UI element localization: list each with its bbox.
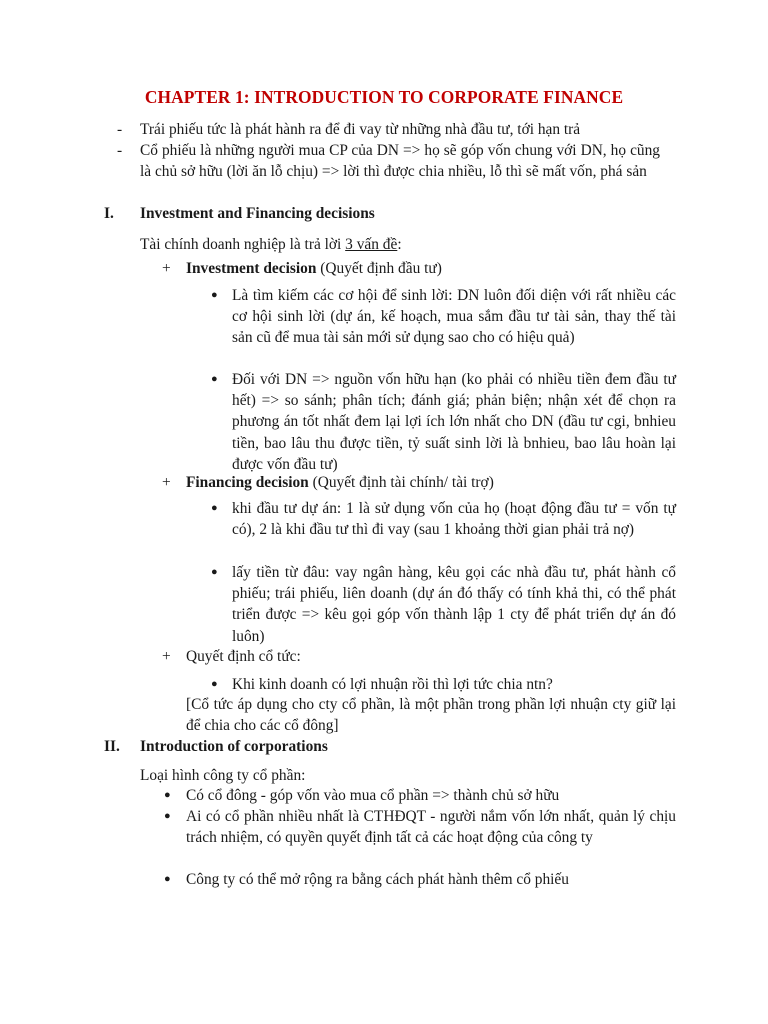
- dash-marker: -: [117, 121, 123, 138]
- bullet-marker: ●: [211, 678, 218, 690]
- investment-decision-label: Investment decision: [186, 260, 317, 277]
- corporation-bullet: Công ty có thể mở rộng ra bằng cách phát hành thêm cổ phiếu: [186, 871, 569, 888]
- dividend-decision-heading: Quyết định cổ tức:: [186, 648, 301, 665]
- bullet-marker: ●: [164, 789, 171, 801]
- intro-item-bonds: Trái phiếu tức là phát hành ra để đi vay từ những nhà đầu tư, tới hạn trả: [140, 121, 581, 138]
- section-lead: Loại hình công ty cổ phần:: [140, 767, 306, 784]
- section-heading: Investment and Financing decisions: [140, 205, 375, 222]
- chapter-title: CHAPTER 1: INTRODUCTION TO CORPORATE FINANCE: [144, 87, 624, 107]
- dash-marker: -: [117, 142, 123, 159]
- section-lead: [140, 234, 402, 255]
- lead-text: Tài chính doanh nghiệp là trả lời: [140, 236, 346, 253]
- corporation-bullet: Có cổ đông - góp vốn vào mua cổ phần => thành chủ sở hữu: [186, 787, 560, 804]
- bullet-marker: ●: [211, 373, 218, 385]
- plus-marker: +: [162, 260, 171, 277]
- financing-bullet: khi đầu tư dự án: 1 là sử dụng vốn của họ (hoạt động đầu tư = vốn tự có), 2 là khi đầu tư thì đi vay (sau 1 khoảng thời gian phải trả nợ): [232, 500, 676, 539]
- section-numeral: I.: [104, 205, 114, 222]
- corporation-bullet: Ai có cổ phần nhiều nhất là CTHĐQT - người nắm vốn lớn nhất, quản lý chịu trách nhiệm, có quyền quyết định tất cả các hoạt động của công ty: [186, 808, 676, 847]
- bullet-marker: ●: [211, 289, 218, 301]
- plus-marker: +: [162, 648, 171, 665]
- bullet-marker: ●: [211, 566, 218, 578]
- intro-item-shares: Cổ phiếu là những người mua CP của DN => họ sẽ góp vốn chung với DN, họ cũng là chủ sở hữu (lời ăn lỗ chịu) => lời thì được chia nhiều, lỗ thì sẽ mất vốn, phá sản: [140, 142, 660, 181]
- section-numeral: II.: [104, 738, 120, 755]
- financing-bullet: lấy tiền từ đâu: vay ngân hàng, kêu gọi các nhà đầu tư, phát hành cổ phiếu; trái phiếu, liên doanh (dự án đó thấy có tính khả thi, có thể phát triển được => kêu gọi góp vốn thành lập 1 cty để phát triển dự án đó luôn): [232, 564, 676, 645]
- bullet-marker: ●: [164, 873, 171, 885]
- investment-decision-label-rest: (Quyết định đầu tư): [316, 260, 442, 277]
- plus-marker: +: [162, 474, 171, 491]
- financing-decision-label-rest: (Quyết định tài chính/ tài trợ): [308, 474, 494, 491]
- bullet-marker: ●: [211, 502, 218, 514]
- dividend-note: [Cổ tức áp dụng cho cty cổ phần, là một phần trong phần lợi nhuận cty giữ lại để chia cho các cổ đông]: [186, 696, 676, 735]
- lead-end: :: [397, 236, 402, 253]
- bullet-marker: ●: [164, 810, 171, 822]
- financing-decision-label: Financing decision: [186, 474, 309, 491]
- lead-underlined: 3 vấn đề: [345, 236, 398, 253]
- investment-bullet: Là tìm kiếm các cơ hội để sinh lời: DN luôn đối diện với rất nhiều các cơ hội sinh lời (dự án, kế hoạch, mua sắm đầu tư tài sản, thay thế tài sản cũ để mua tài sản mới sử dụng sao cho có hiệu quả): [232, 287, 676, 347]
- dividend-bullet: Khi kinh doanh có lợi nhuận rồi thì lợi tức chia ntn?: [232, 676, 553, 693]
- investment-decision-heading: [186, 258, 442, 279]
- financing-decision-heading: [186, 472, 494, 493]
- investment-bullet: Đối với DN => nguồn vốn hữu hạn (ko phải có nhiều tiền đem đầu tư hết) => so sánh; phân tích; đánh giá; phản biện; nhận xét để chọn ra phương án tốt nhất đem lại lợi ích lớn nhất cho DN (đầu tư cgi, bnhieu tiền, bao lâu thu được tiền, tỷ suất sinh lời là bnhieu, bao lâu hoàn lại được vốn đầu tư): [232, 371, 676, 473]
- section-heading: Introduction of corporations: [140, 738, 328, 755]
